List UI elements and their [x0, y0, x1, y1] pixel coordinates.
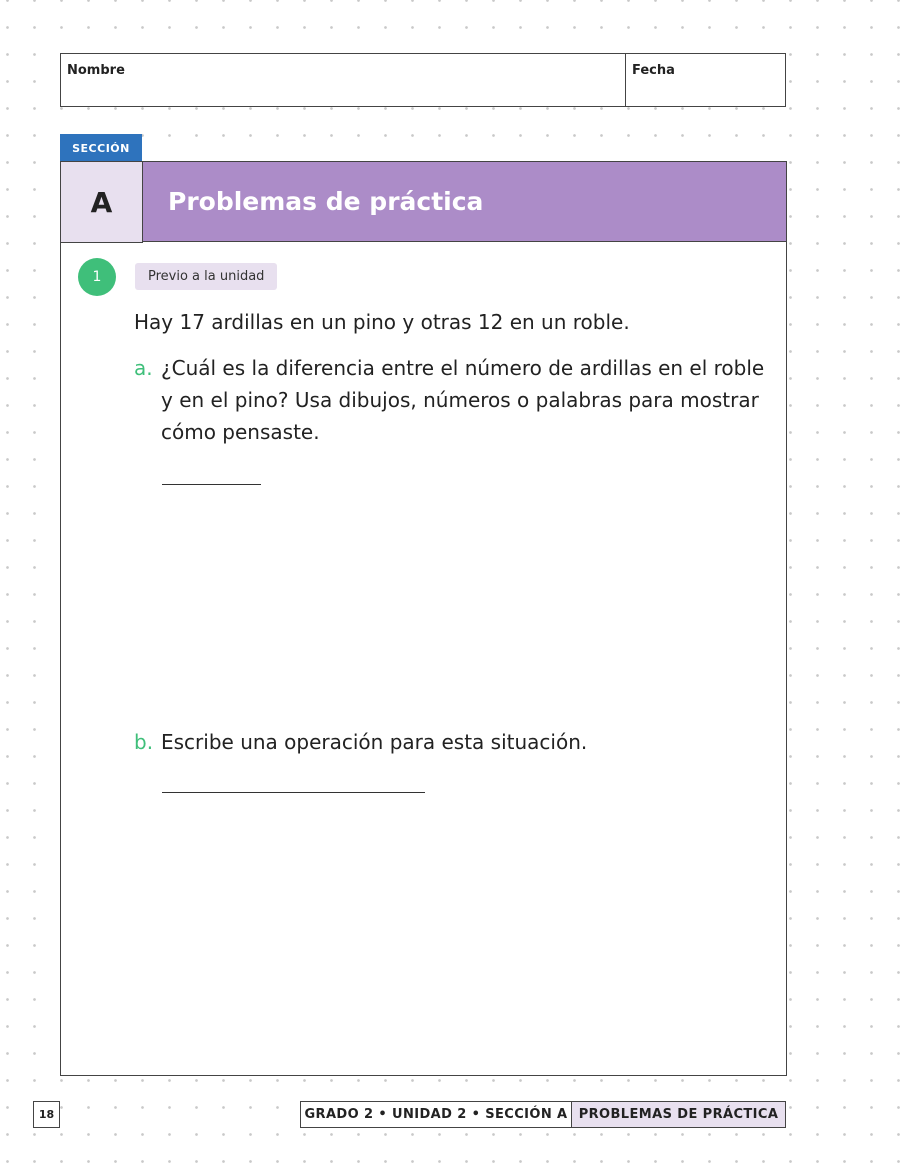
section-letter: A: [61, 162, 143, 243]
part-a: [134, 352, 774, 448]
unit-tag: Previo a la unidad: [135, 263, 277, 290]
part-b-text: Escribe una operación para esta situación.: [161, 730, 588, 754]
footer-tagline: PROBLEMAS DE PRÁCTICA: [572, 1102, 785, 1127]
practice-problems-panel: [60, 161, 787, 1076]
name-date-header: [60, 53, 786, 107]
page-number: 18: [33, 1101, 60, 1128]
problem-number-badge: 1: [78, 258, 116, 296]
section-title: [143, 162, 786, 242]
footer-grade-unit: GRADO 2 • UNIDAD 2 • SECCIÓN A: [301, 1102, 572, 1127]
part-b: [134, 726, 774, 758]
name-label: Nombre: [67, 63, 125, 78]
header-divider: [625, 54, 626, 106]
date-label: Fecha: [632, 63, 675, 78]
part-b-answer-line[interactable]: [162, 792, 425, 793]
part-a-answer-line[interactable]: [162, 484, 261, 485]
part-a-label: a.: [134, 356, 153, 380]
part-b-label: b.: [134, 730, 154, 754]
page-footer: [300, 1101, 786, 1128]
section-title-text: Problemas de práctica: [168, 187, 484, 216]
problem-statement: Hay 17 ardillas en un pino y otras 12 en un roble.: [134, 310, 630, 334]
part-a-text: ¿Cuál es la diferencia entre el número de ardillas en el roble y en el pino? Usa dibujos, números o palabras para mostrar cómo pensaste.: [161, 356, 765, 444]
section-tag: SECCIÓN: [60, 134, 142, 162]
